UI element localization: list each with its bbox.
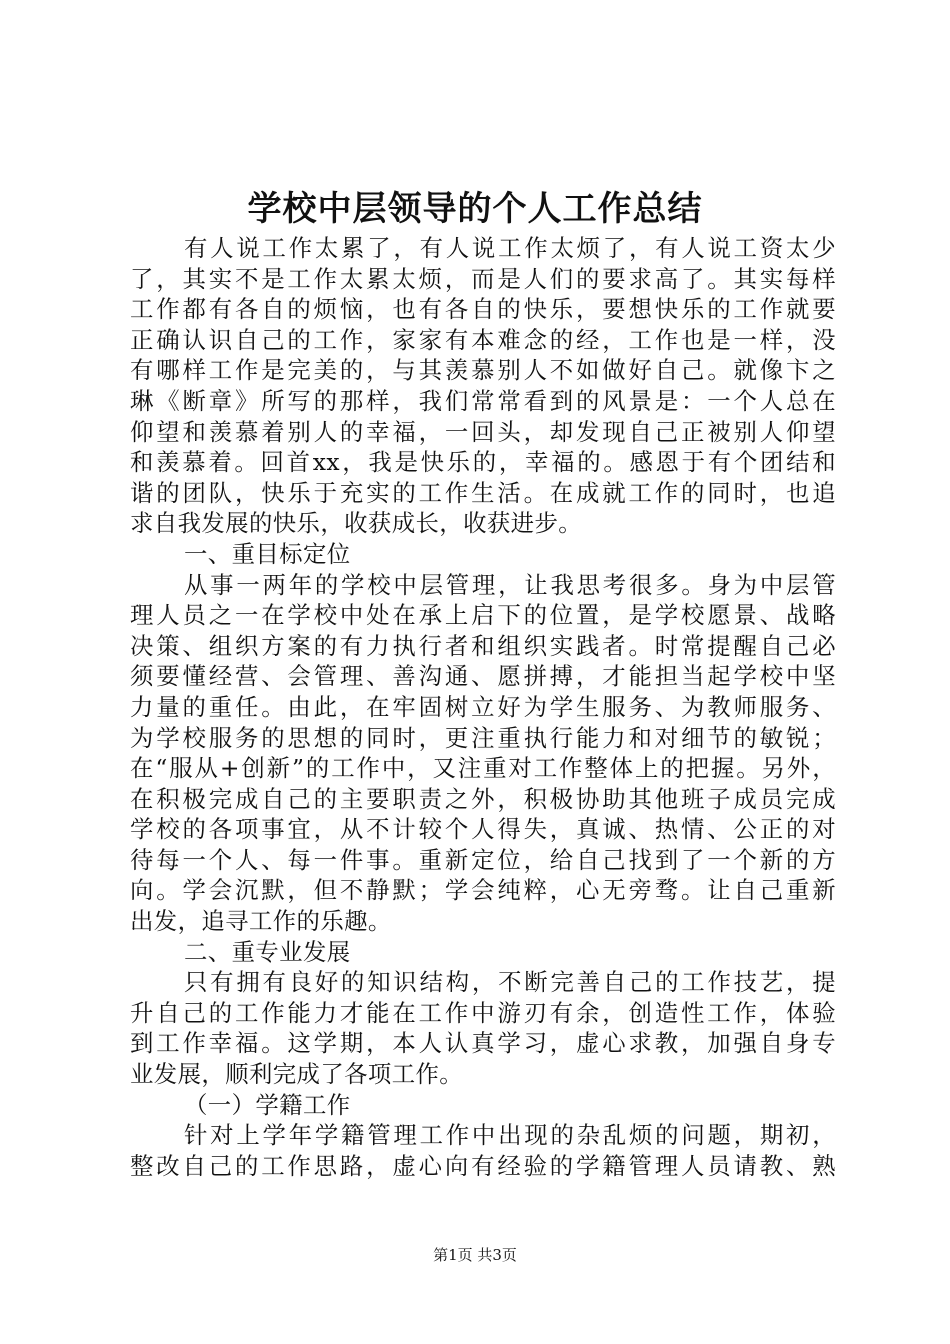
paragraph-line: 须要懂经营、会管理、善沟通、愿拼搏，才能担当起学校中坚 <box>130 662 836 691</box>
paragraph-line: 了，其实不是工作太累太烦，而是人们的要求高了。其实每样 <box>130 264 836 293</box>
paragraph-line: 力量的重任。由此，在牢固树立好为学生服务、为教师服务、 <box>130 692 836 721</box>
paragraph-line: 仰望和羡慕着别人的幸福，一回头，却发现自己正被别人仰望 <box>130 417 836 446</box>
paragraph-line: 有哪样工作是完美的，与其羡慕别人不如做好自己。就像卞之 <box>130 356 836 385</box>
paragraph-line: 工作都有各自的烦恼，也有各自的快乐，要想快乐的工作就要 <box>130 295 836 324</box>
paragraph-line: 琳《断章》所写的那样，我们常常看到的风景是：一个人总在 <box>130 386 836 415</box>
paragraph-line: 向。学会沉默，但不静默；学会纯粹，心无旁骛。让自己重新 <box>130 876 836 905</box>
paragraph-line: 为学校服务的思想的同时，更注重执行能力和对细节的敏锐； <box>130 723 836 752</box>
section-heading: 二、重专业发展 <box>184 937 351 966</box>
paragraph-line: 在“服从+创新”的工作中，又注重对工作整体上的把握。另外， <box>130 754 836 783</box>
subsection-heading: （一）学籍工作 <box>184 1090 351 1119</box>
paragraph-line: 谐的团队，快乐于充实的工作生活。在成就工作的同时，也追 <box>130 478 836 507</box>
paragraph-line: 正确认识自己的工作，家家有本难念的经，工作也是一样，没 <box>130 325 836 354</box>
document-body <box>130 233 836 1181</box>
paragraph-line: 针对上学年学籍管理工作中出现的杂乱烦的问题，期初， <box>184 1121 836 1150</box>
paragraph-line: 决策、组织方案的有力执行者和组织实践者。时常提醒自己必 <box>130 631 836 660</box>
document-title: 学校中层领导的个人工作总结 <box>247 189 703 229</box>
paragraph-line: 只有拥有良好的知识结构，不断完善自己的工作技艺，提 <box>184 968 836 997</box>
paragraph-line: 业发展，顺利完成了各项工作。 <box>130 1060 464 1089</box>
paragraph-line: 升自己的工作能力才能在工作中游刃有余，创造性工作，体验 <box>130 998 836 1027</box>
paragraph-line: 在积极完成自己的主要职责之外，积极协助其他班子成员完成 <box>130 784 836 813</box>
paragraph-line: 理人员之一在学校中处在承上启下的位置，是学校愿景、战略 <box>130 601 836 630</box>
section-heading: 一、重目标定位 <box>184 539 351 568</box>
paragraph-line: 有人说工作太累了，有人说工作太烦了，有人说工资太少 <box>184 234 836 262</box>
paragraph-line: 学校的各项事宜，从不计较个人得失，真诚、热情、公正的对 <box>130 815 836 844</box>
paragraph-line: 和羡慕着。回首xx，我是快乐的，幸福的。感恩于有个团结和 <box>130 448 836 477</box>
page-footer: 第1页 共3页 <box>433 1246 517 1264</box>
paragraph-line: 出发，追寻工作的乐趣。 <box>130 907 392 936</box>
paragraph-line: 求自我发展的快乐，收获成长，收获进步。 <box>130 509 583 538</box>
paragraph-line: 到工作幸福。这学期，本人认真学习，虚心求教，加强自身专 <box>130 1029 836 1058</box>
paragraph-line: 整改自己的工作思路，虚心向有经验的学籍管理人员请教、熟 <box>130 1151 836 1180</box>
paragraph-line: 待每一个人、每一件事。重新定位，给自己找到了一个新的方 <box>130 845 836 874</box>
paragraph-line: 从事一两年的学校中层管理，让我思考很多。身为中层管 <box>184 570 836 599</box>
